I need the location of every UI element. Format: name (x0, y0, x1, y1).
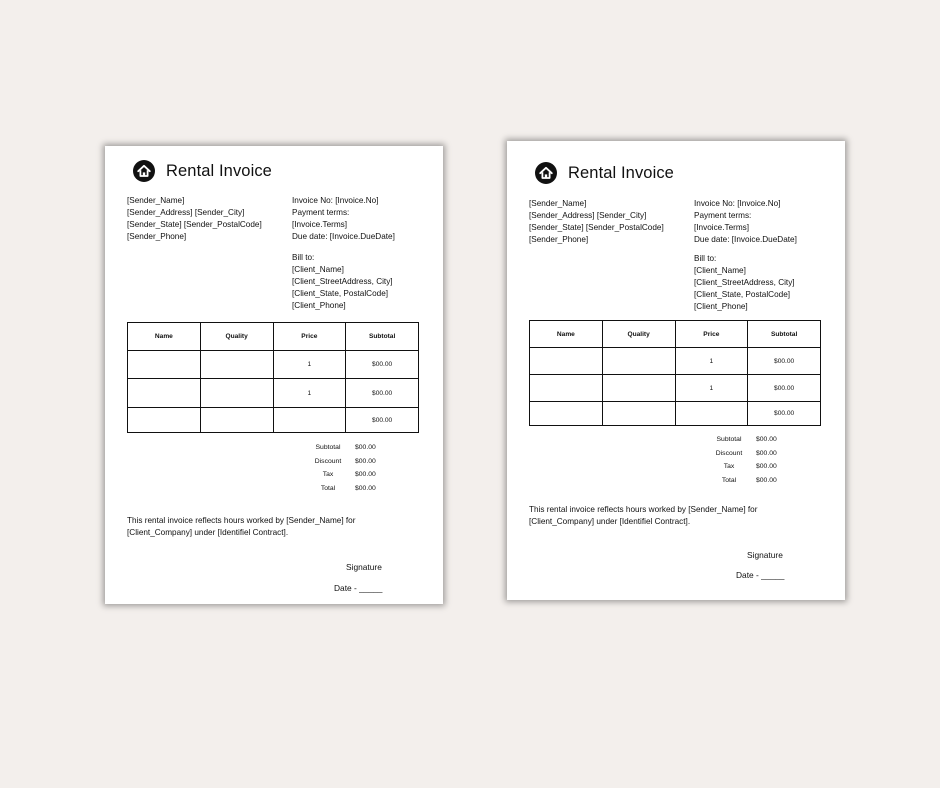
sender-name: [Sender_Name] (127, 196, 185, 205)
cell-name (128, 351, 201, 379)
cell-price: 1 (273, 379, 346, 408)
totals-value: $00.00 (756, 449, 777, 457)
client-state: [Client_State, PostalCode] (694, 289, 791, 299)
sender-state: [Sender_State] [Sender_PostalCode] (529, 222, 664, 232)
col-header-name: Name (128, 323, 201, 351)
totals-row-discount (301, 455, 395, 469)
totals-row-total (301, 482, 395, 496)
client-address: [Client_StreetAddress, City] (694, 277, 795, 287)
cell-subtotal: $00.00 (346, 379, 419, 408)
col-header-quality: Quality (602, 321, 675, 348)
note-line: [Client_Company] under [Identifiel Contract]. (127, 528, 289, 537)
totals-label: Subtotal (716, 436, 742, 443)
totals-row-total (702, 474, 796, 488)
invoice-sheet-1 (105, 146, 443, 604)
totals-row-discount (702, 447, 796, 461)
items-table (127, 322, 419, 433)
cell-price: 1 (675, 375, 748, 402)
table-row (128, 351, 419, 379)
cell-name (530, 375, 603, 402)
cell-quality (200, 379, 273, 408)
totals-label: Discount (715, 449, 743, 457)
items-table (529, 320, 821, 426)
signature-label: Signature (747, 550, 783, 560)
totals-label: Tax (723, 463, 735, 471)
date-label: Date - _____ (736, 570, 785, 580)
date-label: Date - _____ (334, 583, 383, 593)
col-header-price: Price (675, 321, 748, 348)
cell-name (530, 402, 603, 426)
payment-terms-label: Payment terms: (694, 210, 752, 220)
client-phone: [Client_Phone] (292, 300, 346, 310)
totals-value: $00.00 (756, 436, 777, 443)
totals-row-tax (702, 460, 796, 474)
payment-terms-label: Payment terms: (292, 207, 350, 217)
cell-subtotal: $00.00 (748, 375, 821, 402)
totals-value: $00.00 (355, 457, 376, 465)
note-line: This rental invoice reflects hours worked by [Sender_Name] for (529, 505, 758, 514)
sender-block (127, 195, 262, 243)
totals-value: $00.00 (355, 471, 376, 479)
cell-quality (200, 351, 273, 379)
cell-price: 1 (273, 351, 346, 379)
invoice-note (127, 515, 417, 539)
client-phone: [Client_Phone] (694, 301, 748, 311)
totals-value: $00.00 (355, 444, 376, 451)
invoice-info-block (694, 198, 797, 246)
totals-value: $00.00 (756, 463, 777, 471)
bill-to-label: Bill to: (694, 254, 717, 263)
sender-name: [Sender_Name] (529, 199, 587, 208)
sender-phone: [Sender_Phone] (127, 231, 187, 241)
col-header-price: Price (273, 323, 346, 351)
totals-label: Discount (314, 457, 342, 465)
sender-address: [Sender_Address] [Sender_City] (127, 207, 245, 217)
invoice-note (529, 504, 819, 528)
due-date: Due date: [Invoice.DueDate] (694, 234, 797, 244)
sender-phone: [Sender_Phone] (529, 234, 589, 244)
totals-label: Subtotal (315, 444, 341, 451)
note-line: This rental invoice reflects hours worked by [Sender_Name] for (127, 516, 356, 525)
cell-subtotal: $00.00 (346, 351, 419, 379)
totals-label: Total (320, 484, 336, 492)
cell-subtotal: $00.00 (748, 402, 821, 426)
totals-block (301, 441, 395, 495)
cell-subtotal: $00.00 (748, 348, 821, 375)
invoice-number: Invoice No: [Invoice.No] (694, 199, 781, 208)
table-row (530, 375, 821, 402)
totals-row-subtotal (301, 441, 395, 455)
table-row (128, 379, 419, 408)
table-row (128, 408, 419, 433)
bill-to-label: Bill to: (292, 253, 315, 262)
invoice-sheet-2 (507, 141, 845, 600)
col-header-name: Name (530, 321, 603, 348)
cell-price (675, 402, 748, 426)
client-state: [Client_State, PostalCode] (292, 288, 389, 298)
totals-value: $00.00 (355, 484, 376, 492)
col-header-subtotal: Subtotal (748, 321, 821, 348)
table-row (530, 348, 821, 375)
totals-value: $00.00 (756, 476, 777, 484)
cell-quality (602, 375, 675, 402)
bill-to-block (292, 252, 393, 312)
house-icon (535, 162, 557, 184)
cell-name (530, 348, 603, 375)
table-header-row (128, 323, 419, 351)
col-header-quality: Quality (200, 323, 273, 351)
totals-block (702, 433, 796, 487)
invoice-info-block (292, 195, 395, 243)
invoice-header (535, 162, 674, 184)
client-name: [Client_Name] (292, 264, 344, 274)
cell-name (128, 379, 201, 408)
payment-terms-value: [Invoice.Terms] (694, 222, 750, 232)
client-name: [Client_Name] (694, 265, 746, 275)
col-header-subtotal: Subtotal (346, 323, 419, 351)
cell-name (128, 408, 201, 433)
house-icon (133, 160, 155, 182)
cell-subtotal: $00.00 (346, 408, 419, 433)
totals-row-tax (301, 468, 395, 482)
invoice-header (133, 160, 272, 182)
invoice-title: Rental Invoice (166, 161, 272, 180)
cell-price (273, 408, 346, 433)
invoice-number: Invoice No: [Invoice.No] (292, 196, 379, 205)
due-date: Due date: [Invoice.DueDate] (292, 231, 395, 241)
cell-price: 1 (675, 348, 748, 375)
table-header-row (530, 321, 821, 348)
sender-state: [Sender_State] [Sender_PostalCode] (127, 219, 262, 229)
note-line: [Client_Company] under [Identifiel Contract]. (529, 517, 691, 526)
invoice-title: Rental Invoice (568, 163, 674, 182)
client-address: [Client_StreetAddress, City] (292, 276, 393, 286)
totals-label: Total (721, 476, 737, 484)
signature-label: Signature (346, 562, 382, 572)
table-row (530, 402, 821, 426)
totals-row-subtotal (702, 433, 796, 447)
sender-block (529, 198, 664, 246)
sender-address: [Sender_Address] [Sender_City] (529, 210, 647, 220)
payment-terms-value: [Invoice.Terms] (292, 219, 348, 229)
totals-label: Tax (322, 471, 334, 479)
cell-quality (602, 402, 675, 426)
bill-to-block (694, 253, 795, 313)
cell-quality (200, 408, 273, 433)
cell-quality (602, 348, 675, 375)
